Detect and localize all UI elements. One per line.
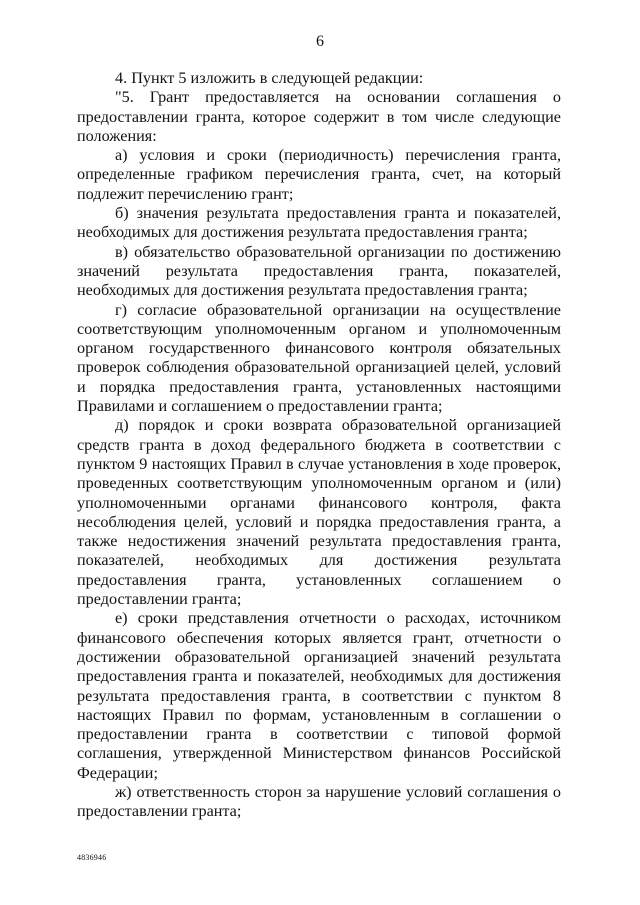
document-code: 4836946: [77, 853, 107, 862]
paragraph-item-b: б) значения результата предоставления гранта и показателей, необходимых для достижения результата предоставления гранта;: [77, 204, 561, 242]
page-number: 6: [316, 33, 324, 50]
paragraph-item-zh: ж) ответственность сторон за нарушение условий соглашения о предоставлении гранта;: [77, 782, 561, 821]
paragraph-item-a: а) условия и сроки (периодичность) перечисления гранта, определенные графиком перечисления гранта, счет, на который подлежит перечислению грант;: [77, 146, 561, 203]
paragraph-amendment-intro: 4. Пункт 5 изложить в следующей редакции:: [115, 69, 424, 87]
document-body: [77, 69, 561, 822]
paragraph-item-g: г) согласие образовательной организации на осуществление соответствующим уполномоченным органом и уполномоченным органом государственного финансового контроля обязательных проверок соблюдения образовательной организацией целей, условий и порядка предоставления гранта, установленных настоящими Правилами и соглашением о предоставлении гранта;: [77, 300, 561, 416]
paragraph-clause-5: "5. Грант предоставляется на основании соглашения о предоставлении гранта, которое содержит в том числе следующие положения:: [77, 88, 561, 145]
paragraph-item-d: д) порядок и сроки возврата образовательной организацией средств гранта в доход федерального бюджета в соответствии с пунктом 9 настоящих Правил в случае установления в ходе проверок, проведенных соответствующим уполномоченным органом и (или) уполномоченными органами финансового контроля, факта несоблюдения целей, условий и порядка предоставления гранта, а также недостижения значений результата предоставления гранта, показателей, необходимых для достижения результата предоставления гранта, установленных соглашением о предоставлении гранта;: [77, 416, 561, 609]
paragraph-item-e: е) сроки представления отчетности о расходах, источником финансового обеспечения которых является грант, отчетности о достижении образовательной организацией значений результата предоставления гранта и показателей, необходимых для достижения результата предоставления гранта, в соответствии с пунктом 8 настоящих Правил по формам, установленным в соглашении о предоставлении гранта в соответствии с типовой формой соглашения, утвержденной Министерством финансов Российской Федерации;: [77, 609, 561, 782]
paragraph-item-v: в) обязательство образовательной организации по достижению значений результата предоставления гранта, показателей, необходимых для достижения результата предоставления гранта;: [77, 242, 561, 300]
